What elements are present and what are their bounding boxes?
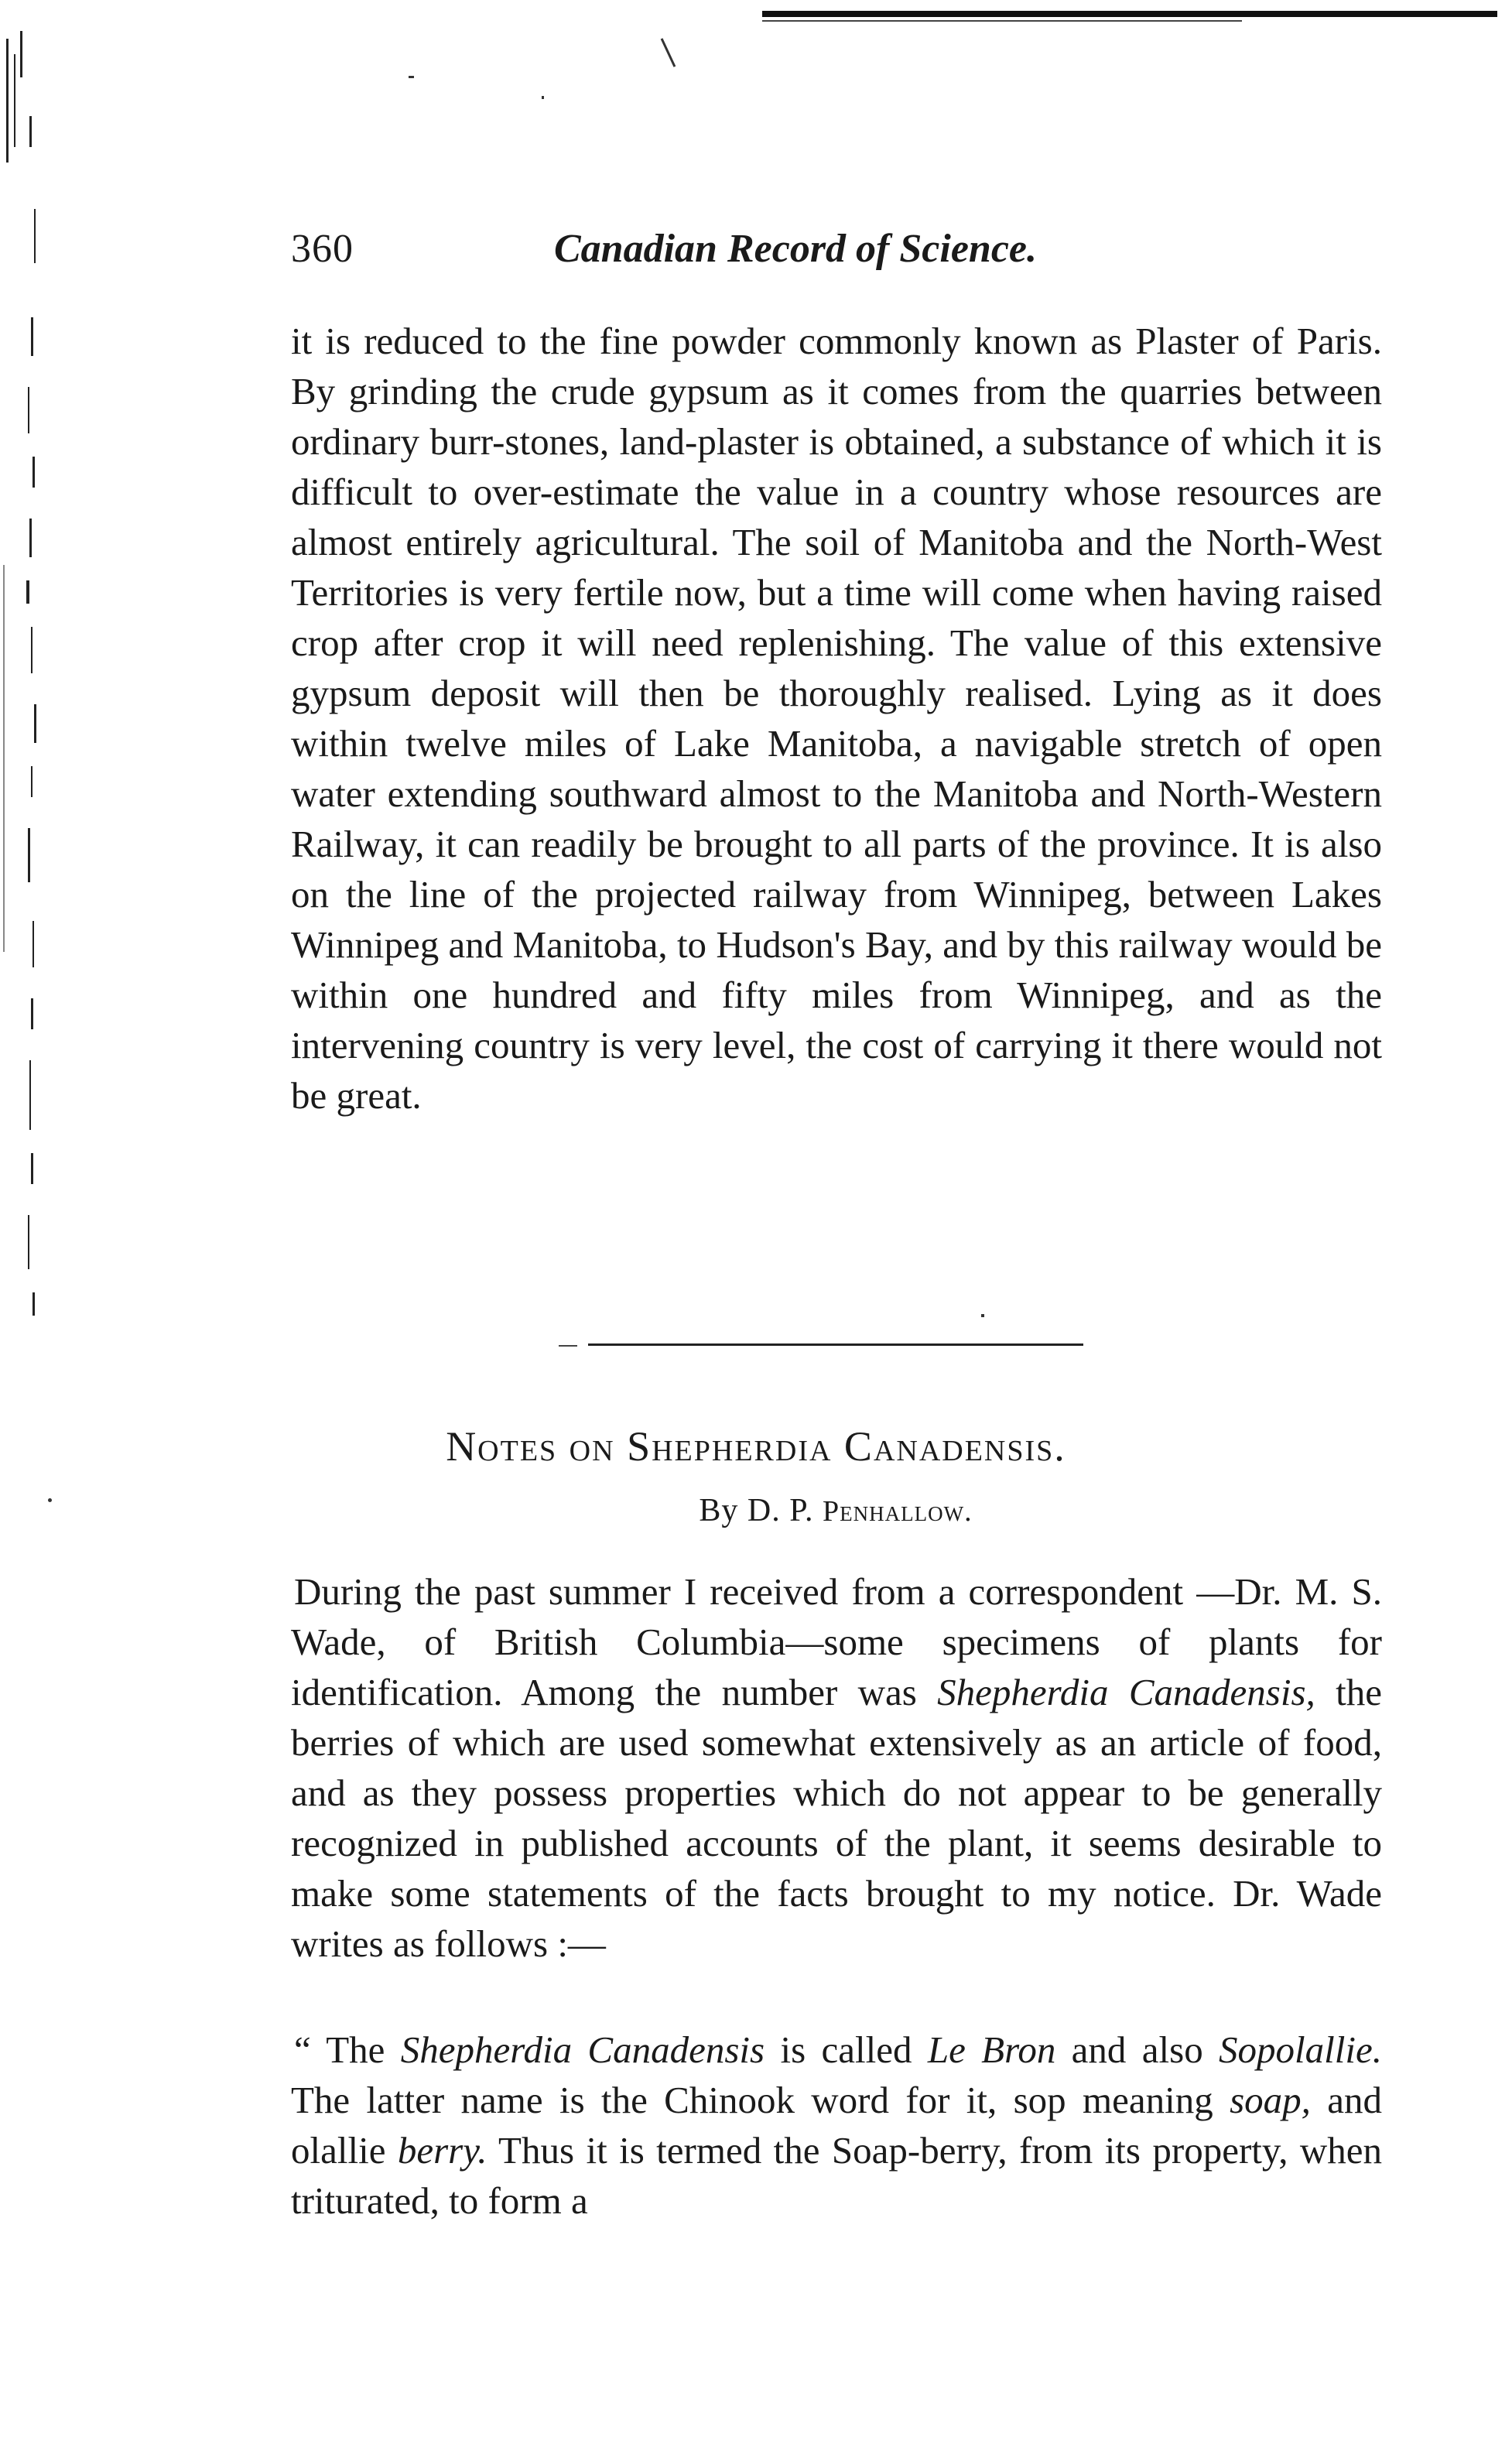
notes-text-1: During the past summer I received from a correspondent —Dr. M. S. Wade, of British Columbia—some specimens of plants for identification. Among the number was: [291, 1570, 1382, 1713]
running-header: [291, 226, 1374, 288]
scan-speck: [981, 1314, 984, 1317]
section-divider: [588, 1343, 1083, 1346]
quote-text-1: “ The: [294, 2028, 401, 2071]
quote-word-berry: berry.: [397, 2129, 487, 2172]
top-edge-rule: [762, 11, 1497, 17]
byline: [0, 1492, 1512, 1529]
notes-species-name: Shepherdia Canadensis,: [937, 1671, 1315, 1713]
scan-speck: [409, 76, 414, 78]
quote-name-le-bron: Le Bron: [927, 2028, 1056, 2071]
article-title: Notes on Shepherdia Canadensis.: [446, 1423, 1066, 1470]
top-edge-rule-thin: [762, 20, 1242, 22]
quote-text-6: Thus it is termed the Soap-berry, from its property, when triturated, to form a: [291, 2129, 1382, 2222]
byline-author: Penhallow.: [822, 1495, 973, 1528]
quote-name-sopolallie: Sopolallie.: [1219, 2028, 1383, 2071]
quote-word-soap: soap,: [1230, 2079, 1311, 2121]
running-title: Canadian Record of Science.: [554, 227, 1037, 271]
binding-edge-marks: [0, 23, 56, 1416]
quote-paragraph: [291, 2025, 1382, 2226]
byline-prefix: By D. P.: [699, 1493, 814, 1528]
continuation-paragraph: it is reduced to the fine powder commonly known as Plaster of Paris. By grinding the crude gypsum as it comes from the quarries between ordinary burr-stones, land-plaster is obtained, a substance of which it is difficult to over-estimate the value in a country whose resources are almost entirely agricultural. The soil of Manitoba and the North-West Territories is very fertile now, but a time will come when having raised crop after crop it will need replenishing. The value of this extensive gypsum deposit will then be thoroughly realised. Lying as it does within twelve miles of Lake Manitoba, a navigable stretch of open water extending southward almost to the Manitoba and North-Western Railway, it can readily be brought to all parts of the province. It is also on the line of the projected railway from Winnipeg, between Lakes Winnipeg and Manitoba, to Hudson's Bay, and by this railway would be within one hundred and fifty miles from Winnipeg, and as the intervening country is very level, the cost of carrying it there would not be great.: [291, 320, 1382, 1117]
quote-text-5: and olallie: [291, 2079, 1382, 2172]
scan-speck: [542, 96, 544, 99]
quote-species-name: Shepherdia Canadensis: [400, 2028, 765, 2071]
section-divider-stub: [559, 1345, 577, 1347]
quote-text-2: is called: [765, 2028, 928, 2071]
quote-text-3: and also: [1055, 2028, 1220, 2071]
page-number: 360: [291, 227, 354, 271]
notes-paragraph: [291, 1566, 1382, 1969]
scan-speck: [661, 38, 676, 67]
notes-text-2: the berries of which are used somewhat extensively as an article of food, and as they possess properties which do not appear to be generally recognized in published accounts of the plant, it seems desirable to make some statements of the facts brought to my notice. Dr. Wade writes as follows :—: [291, 1671, 1382, 1965]
quote-text-4: The latter name is the Chinook word for it, sop meaning: [291, 2079, 1230, 2121]
